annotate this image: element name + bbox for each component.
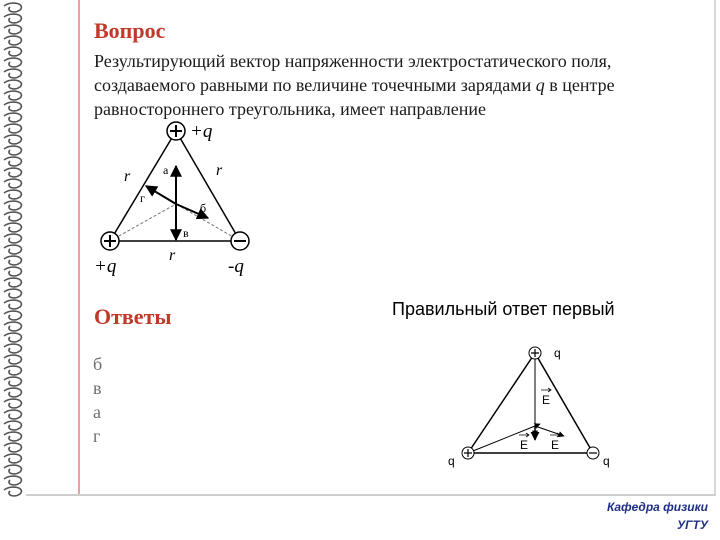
answer-option[interactable]: б [93, 354, 103, 374]
binding-loop [4, 190, 21, 199]
binding-loop [4, 421, 21, 430]
binding-loop [4, 3, 21, 12]
binding-loop [4, 278, 21, 287]
binding-loop [4, 399, 21, 408]
slide-bottom-edge [26, 494, 716, 496]
binding-loop [4, 58, 21, 67]
margin-line [78, 0, 80, 496]
solution-field-vector-mark-left [519, 433, 529, 437]
solution-field-vector-mark-right [550, 433, 560, 437]
binding-loop [4, 157, 21, 166]
footer-line-1: Кафедра физики [606, 500, 708, 514]
binding-loop [4, 344, 21, 353]
solution-vector-left [468, 424, 540, 453]
solution-charge-right-label: q [603, 454, 610, 468]
binding-loop [4, 146, 21, 155]
footer-caption [607, 498, 708, 534]
binding-loop [4, 124, 21, 133]
binding-loop [4, 223, 21, 232]
arrow-g [146, 186, 176, 204]
charge-left-label: +q [94, 256, 117, 277]
binding-loop [4, 256, 21, 265]
footer-line-2: УГТУ [677, 518, 708, 532]
binding-loop [4, 212, 21, 221]
binding-loop [4, 388, 21, 397]
side-label-bottom: r [169, 247, 176, 264]
question-diagram [90, 118, 270, 278]
binding-loop [4, 69, 21, 78]
binding-loop [4, 47, 21, 56]
spiral-binding [0, 0, 28, 500]
median-left [110, 204, 176, 241]
solution-charge-top-label: q [554, 346, 561, 360]
binding-loop [4, 201, 21, 210]
side-label-right: r [216, 162, 223, 179]
binding-loop [4, 311, 21, 320]
solution-field-label-right: E [551, 438, 560, 452]
triangle-side-left [110, 131, 176, 241]
binding-loop [4, 322, 21, 331]
binding-loop [4, 234, 21, 243]
question-text-part2: в центре равностороннего треугольника, имеет направление [94, 75, 615, 119]
arrow-label-g: г [140, 191, 145, 205]
answer-option[interactable]: а [93, 402, 101, 422]
answer-options [93, 352, 102, 448]
side-label-left: r [124, 168, 131, 185]
binding-loop [4, 377, 21, 386]
binding-loop [4, 355, 21, 364]
question-text-part1: Результирующий вектор напряженности электростатического поля, создаваемого равными по величине точечными зарядами [94, 51, 612, 95]
binding-loop [4, 432, 21, 441]
binding-loop [4, 91, 21, 100]
answer-option[interactable]: г [93, 426, 101, 446]
binding-loop [4, 465, 21, 474]
charge-top-label: +q [190, 121, 213, 142]
binding-loop [4, 135, 21, 144]
binding-loop [4, 454, 21, 463]
solution-field-label-top: E [542, 393, 551, 407]
binding-loop [4, 14, 21, 23]
binding-loop [4, 267, 21, 276]
solution-field-vector-mark-top [541, 388, 551, 392]
binding-loop [4, 333, 21, 342]
solution-field-label-left: E [520, 438, 529, 452]
binding-loop [4, 36, 21, 45]
binding-loop [4, 113, 21, 122]
binding-loop [4, 443, 21, 452]
question-text [94, 49, 694, 121]
binding-loop [4, 179, 21, 188]
arrow-label-a: а [163, 163, 169, 177]
binding-loop [4, 476, 21, 485]
binding-loop [4, 80, 21, 89]
arrow-label-b: б [200, 201, 207, 215]
answers-title: Ответы [94, 304, 172, 329]
binding-loop [4, 102, 21, 111]
binding-loop [4, 289, 21, 298]
binding-loop [4, 25, 21, 34]
binding-loop [4, 168, 21, 177]
charge-right-label: -q [228, 256, 244, 277]
question-title: Вопрос [94, 18, 166, 43]
arrow-label-v: в [183, 226, 189, 240]
correct-answer-note: Правильный ответ первый [392, 299, 615, 319]
solution-charge-left-label: q [448, 454, 455, 468]
binding-loop [4, 487, 21, 496]
binding-loop [4, 366, 21, 375]
binding-loop [4, 245, 21, 254]
solution-diagram [440, 340, 625, 475]
answer-option[interactable]: в [93, 378, 102, 398]
slide-right-edge [714, 0, 716, 496]
binding-loop [4, 300, 21, 309]
binding-loop [4, 410, 21, 419]
question-charge-symbol: q [535, 75, 545, 95]
triangle-side-right [176, 131, 240, 241]
